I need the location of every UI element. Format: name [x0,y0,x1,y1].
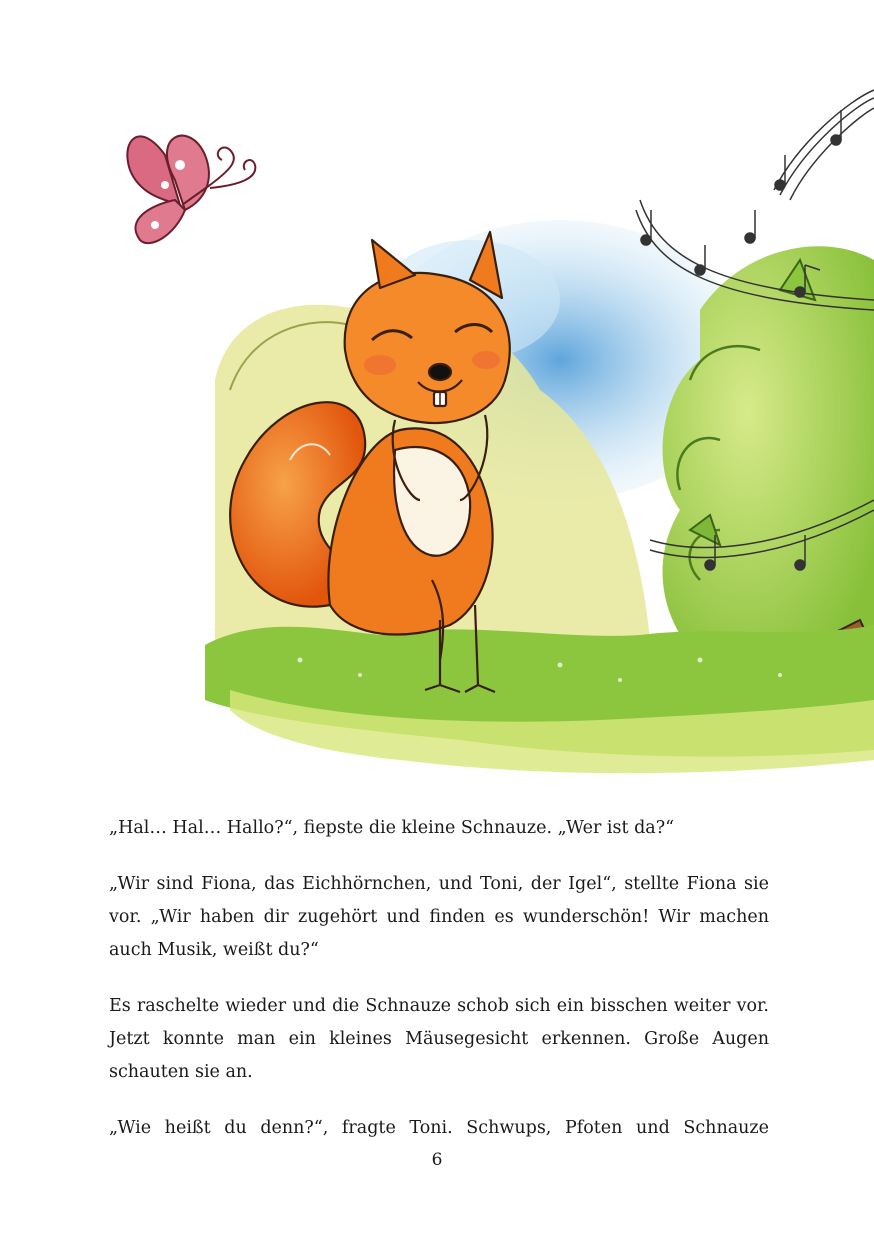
paragraph-2: „Wir sind Fiona, das Eichhörnchen, und Toni, der Igel“, stellte Fiona sie vor. „Wir haben dir zugehört und finden es wunderschön! Wir machen auch Musik, weißt du?“ [109,874,769,960]
paragraph-4: „Wie heißt du denn?“, fragte Toni. Schwups, Pfoten und Schnauze [109,1118,769,1138]
paragraph-1: „Hal… Hal… Hallo?“, fiepste die kleine Schnauze. „Wer ist da?“ [109,818,675,838]
page-number: 6 [431,1150,443,1170]
story-illustration [0,60,874,800]
meadow [205,625,874,773]
butterfly [127,136,255,243]
paragraph-3: Es raschelte wieder und die Schnauze schob sich ein bisschen weiter vor. Jetzt konnte man ein kleines Mäusegesicht erkennen. Große Augen schauten sie an. [109,996,769,1082]
story-text [109,812,769,1145]
